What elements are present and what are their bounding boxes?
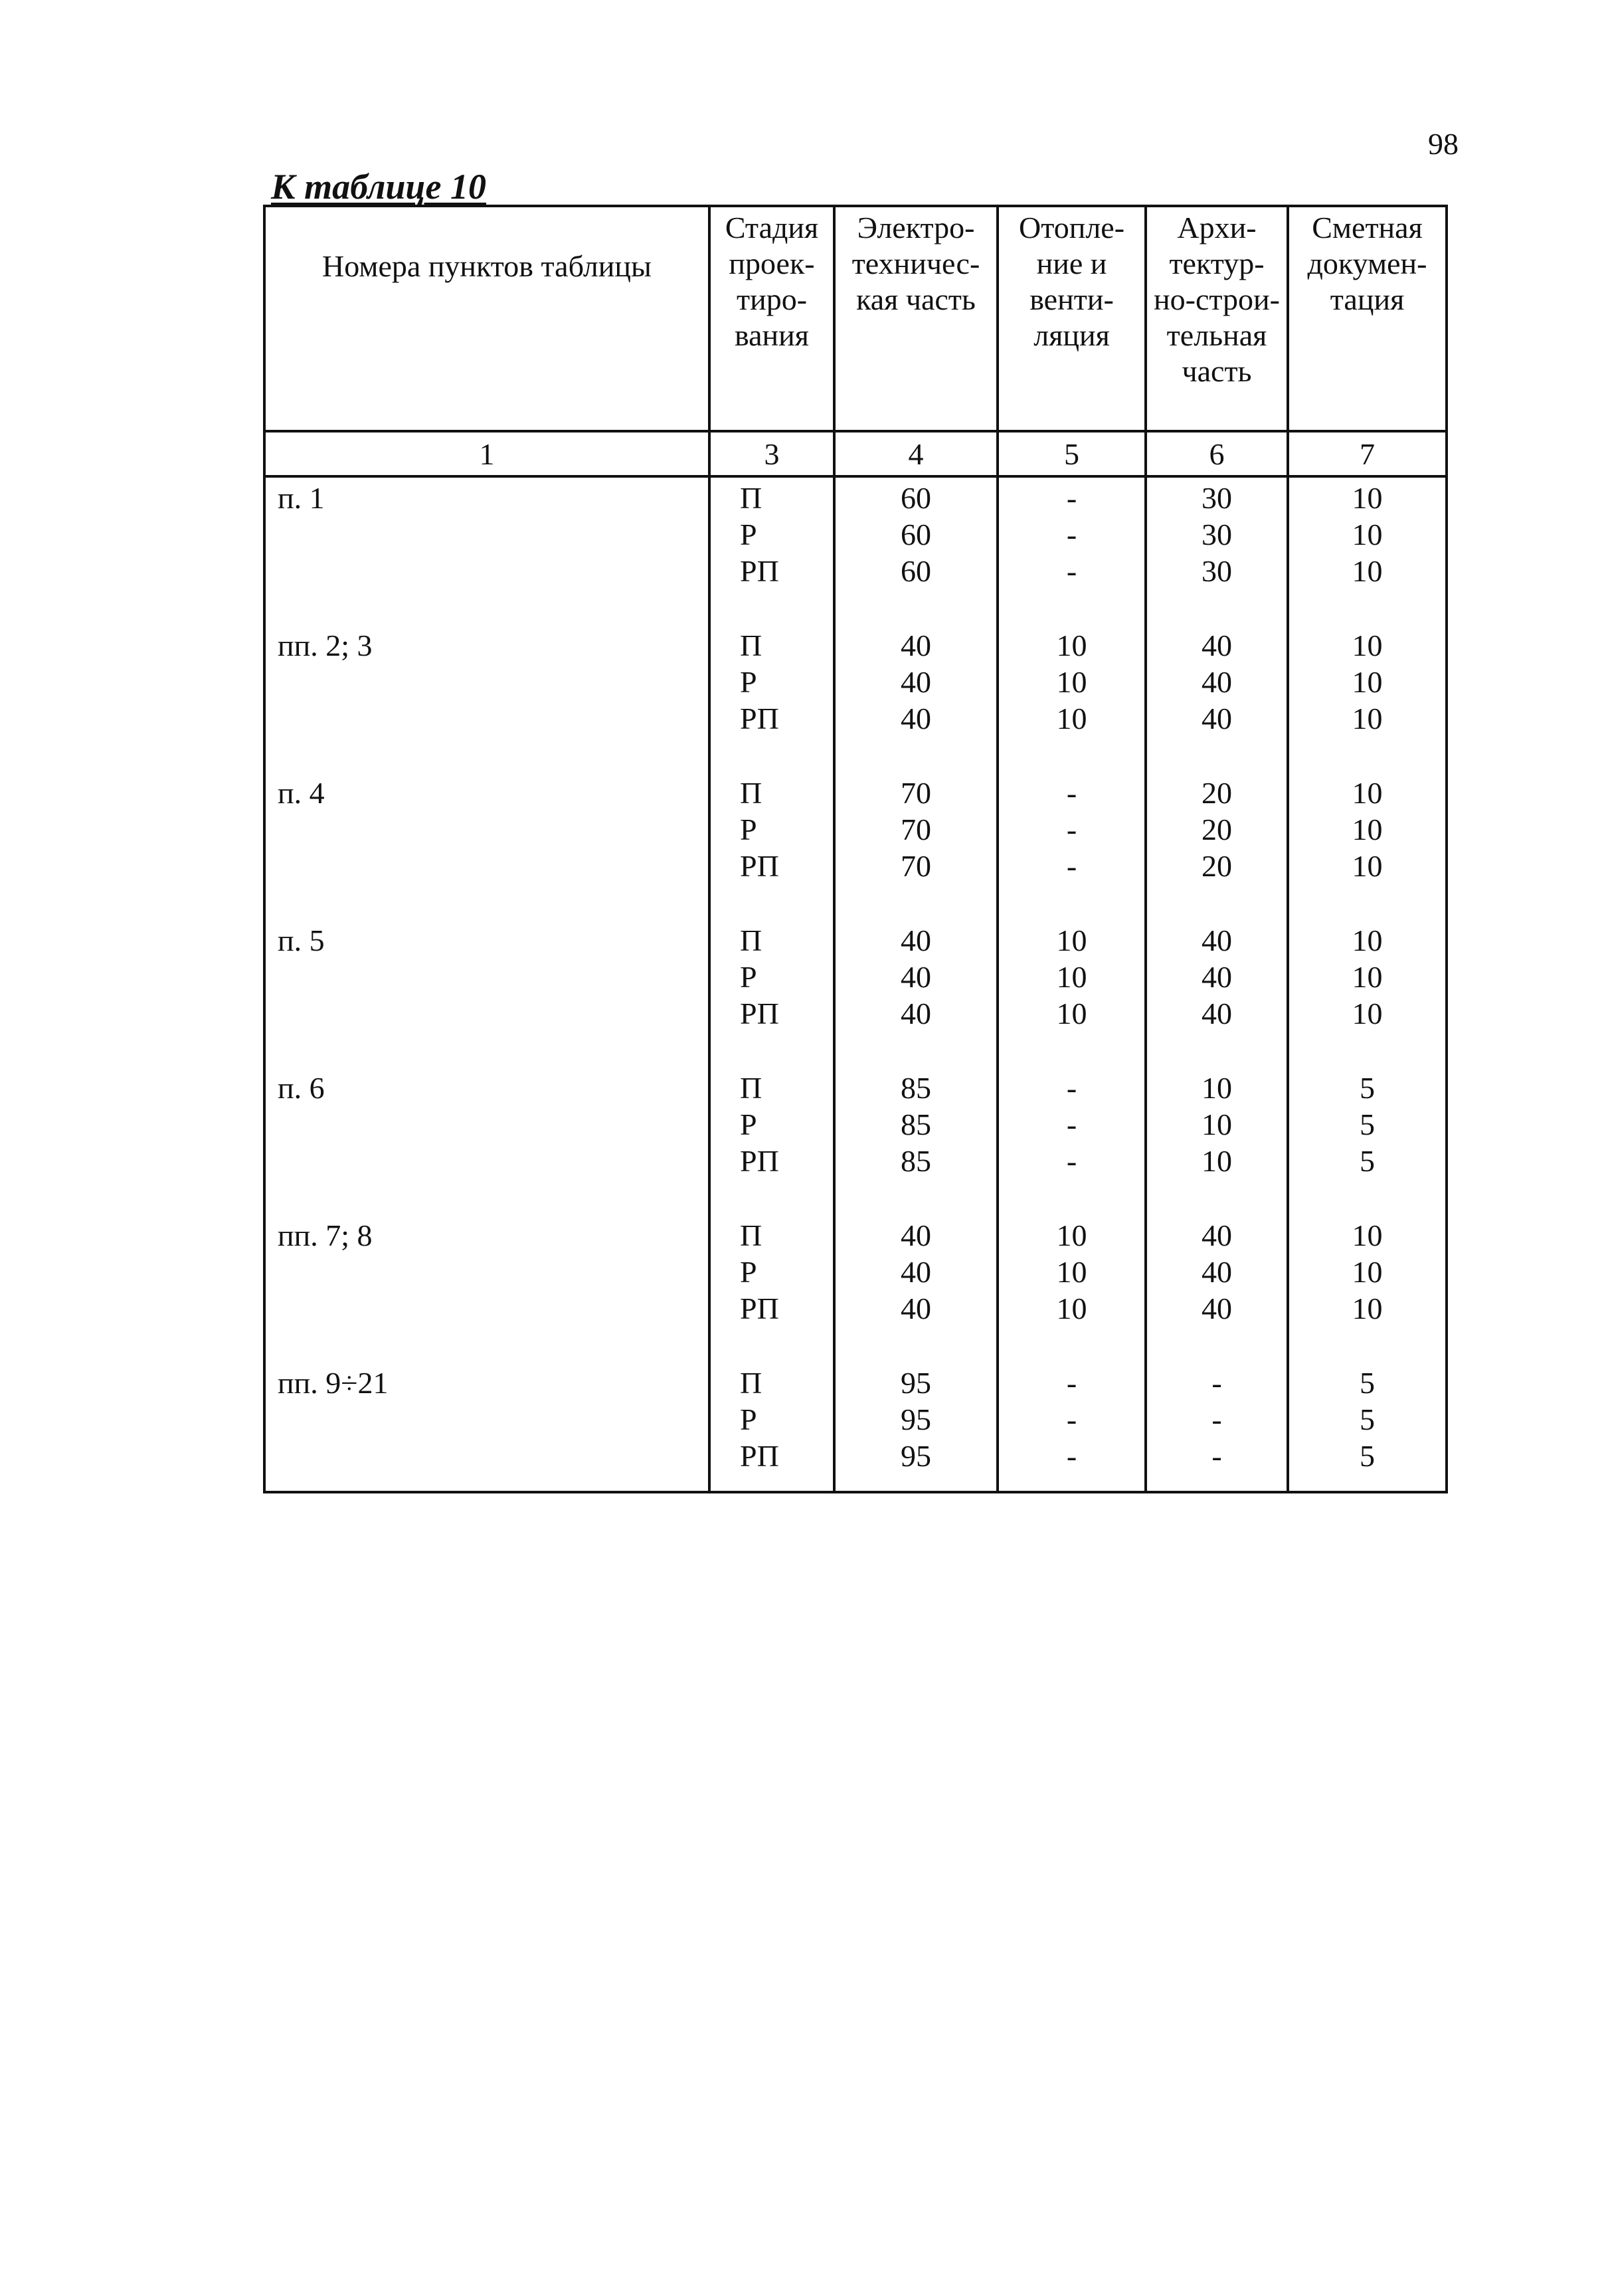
value-cell: - [1066, 813, 1077, 846]
data-table [263, 205, 1448, 1493]
value-cell: 10 [1202, 1071, 1232, 1105]
value-cell: 20 [1202, 849, 1232, 883]
stage-cell: П [740, 923, 762, 957]
value-cell: 40 [901, 1292, 931, 1325]
stage-cell: Р [740, 518, 757, 551]
stage-cell: П [740, 1218, 762, 1252]
value-cell: - [1211, 1439, 1222, 1473]
header-divider [266, 430, 1445, 432]
value-cell: - [1066, 1071, 1077, 1105]
value-cell: 70 [901, 813, 931, 846]
value-cell: - [1066, 1107, 1077, 1141]
value-cell: - [1066, 481, 1077, 515]
value-cell: 10 [1056, 702, 1087, 735]
table-caption: К таблице 10 [271, 167, 486, 207]
value-cell: 30 [1202, 481, 1232, 515]
value-cell: 85 [901, 1071, 931, 1105]
value-cell: 10 [1056, 1292, 1087, 1325]
value-cell: 85 [901, 1107, 931, 1141]
value-cell: 10 [1056, 1218, 1087, 1252]
group-label: п. 1 [278, 481, 325, 515]
value-cell: 10 [1056, 997, 1087, 1030]
value-cell: 30 [1202, 518, 1232, 551]
value-cell: 5 [1360, 1144, 1375, 1178]
value-cell: 40 [1202, 702, 1232, 735]
value-cell: 40 [1202, 923, 1232, 957]
value-cell: - [1211, 1402, 1222, 1436]
value-cell: - [1066, 1439, 1077, 1473]
stage-cell: П [740, 628, 762, 662]
value-cell: 20 [1202, 813, 1232, 846]
value-cell: 5 [1360, 1439, 1375, 1473]
header-item-numbers-label: Номера пунктов таблицы [322, 249, 652, 283]
value-cell: 10 [1352, 1218, 1383, 1252]
stage-cell: П [740, 776, 762, 810]
value-cell: 10 [1352, 923, 1383, 957]
value-cell: 40 [901, 665, 931, 699]
stage-cell: Р [740, 1255, 757, 1289]
value-cell: 20 [1202, 776, 1232, 810]
value-cell: 40 [1202, 665, 1232, 699]
stage-cell: РП [740, 1439, 779, 1473]
value-cell: - [1066, 1144, 1077, 1178]
stage-cell: Р [740, 1402, 757, 1436]
value-cell: 70 [901, 849, 931, 883]
value-cell: 40 [1202, 1255, 1232, 1289]
value-cell: 40 [901, 1255, 931, 1289]
group-label: п. 5 [278, 923, 325, 957]
column-number: 7 [1360, 437, 1375, 471]
stage-cell: П [740, 481, 762, 515]
value-cell: 5 [1360, 1366, 1375, 1400]
value-cell: 10 [1056, 923, 1087, 957]
value-cell: 40 [901, 1218, 931, 1252]
value-cell: 60 [901, 481, 931, 515]
value-cell: 10 [1202, 1144, 1232, 1178]
value-cell: - [1066, 776, 1077, 810]
value-cell: 10 [1352, 960, 1383, 994]
value-cell: 60 [901, 554, 931, 588]
value-cell: 10 [1352, 1292, 1383, 1325]
value-cell: 10 [1056, 960, 1087, 994]
value-cell: - [1066, 1402, 1077, 1436]
group-label: пп. 7; 8 [278, 1218, 373, 1252]
page-number: 98 [1428, 127, 1459, 161]
value-cell: - [1066, 849, 1077, 883]
value-cell: 30 [1202, 554, 1232, 588]
value-cell: - [1066, 518, 1077, 551]
value-cell: 10 [1352, 813, 1383, 846]
stage-cell: РП [740, 997, 779, 1030]
value-cell: 40 [901, 960, 931, 994]
group-label: п. 4 [278, 776, 325, 810]
value-cell: 10 [1352, 776, 1383, 810]
stage-cell: РП [740, 1292, 779, 1325]
value-cell: 10 [1352, 665, 1383, 699]
value-cell: 95 [901, 1439, 931, 1473]
value-cell: 10 [1352, 628, 1383, 662]
header-estimate: Сметная докумен- тация [1307, 211, 1427, 316]
value-cell: 95 [901, 1366, 931, 1400]
value-cell: 10 [1352, 481, 1383, 515]
group-label: п. 6 [278, 1071, 325, 1105]
header-heating: Отопле- ние и венти- ляция [1018, 211, 1125, 352]
stage-cell: РП [740, 849, 779, 883]
stage-cell: РП [740, 554, 779, 588]
stage-cell: Р [740, 960, 757, 994]
value-cell: - [1066, 554, 1077, 588]
value-cell: 95 [901, 1402, 931, 1436]
stage-cell: РП [740, 1144, 779, 1178]
value-cell: 5 [1360, 1107, 1375, 1141]
stage-cell: Р [740, 1107, 757, 1141]
value-cell: 10 [1056, 628, 1087, 662]
stage-cell: Р [740, 813, 757, 846]
value-cell: 40 [1202, 1218, 1232, 1252]
header-stage: Стадия проек- тиро- вания [725, 211, 819, 352]
value-cell: 10 [1352, 1255, 1383, 1289]
value-cell: 10 [1352, 702, 1383, 735]
value-cell: 10 [1352, 518, 1383, 551]
value-cell: 10 [1352, 997, 1383, 1030]
value-cell: 5 [1360, 1071, 1375, 1105]
column-number-divider [266, 475, 1445, 478]
header-item-numbers [266, 207, 708, 430]
value-cell: 10 [1202, 1107, 1232, 1141]
value-cell: 40 [1202, 628, 1232, 662]
header-electrical: Электро- техничес- кая часть [851, 211, 980, 316]
value-cell: - [1211, 1366, 1222, 1400]
value-cell: 40 [1202, 1292, 1232, 1325]
value-cell: 40 [901, 923, 931, 957]
value-cell: 70 [901, 776, 931, 810]
value-cell: 10 [1352, 849, 1383, 883]
value-cell: 85 [901, 1144, 931, 1178]
group-label: пп. 2; 3 [278, 628, 373, 662]
stage-cell: П [740, 1366, 762, 1400]
value-cell: 40 [1202, 997, 1232, 1030]
column-number: 1 [479, 437, 495, 471]
value-cell: 10 [1056, 665, 1087, 699]
column-number: 4 [908, 437, 924, 471]
value-cell: 40 [901, 997, 931, 1030]
column-number: 6 [1209, 437, 1225, 471]
value-cell: 40 [901, 702, 931, 735]
value-cell: 40 [1202, 960, 1232, 994]
value-cell: - [1066, 1366, 1077, 1400]
value-cell: 60 [901, 518, 931, 551]
value-cell: 40 [901, 628, 931, 662]
column-number: 3 [764, 437, 780, 471]
stage-cell: РП [740, 702, 779, 735]
value-cell: 5 [1360, 1402, 1375, 1436]
value-cell: 10 [1056, 1255, 1087, 1289]
stage-cell: Р [740, 665, 757, 699]
header-architecture: Архи- тектур- но-строи- тельная часть [1154, 211, 1280, 388]
value-cell: 10 [1352, 554, 1383, 588]
column-number: 5 [1064, 437, 1079, 471]
stage-cell: П [740, 1071, 762, 1105]
group-label: пп. 9÷21 [278, 1366, 389, 1400]
